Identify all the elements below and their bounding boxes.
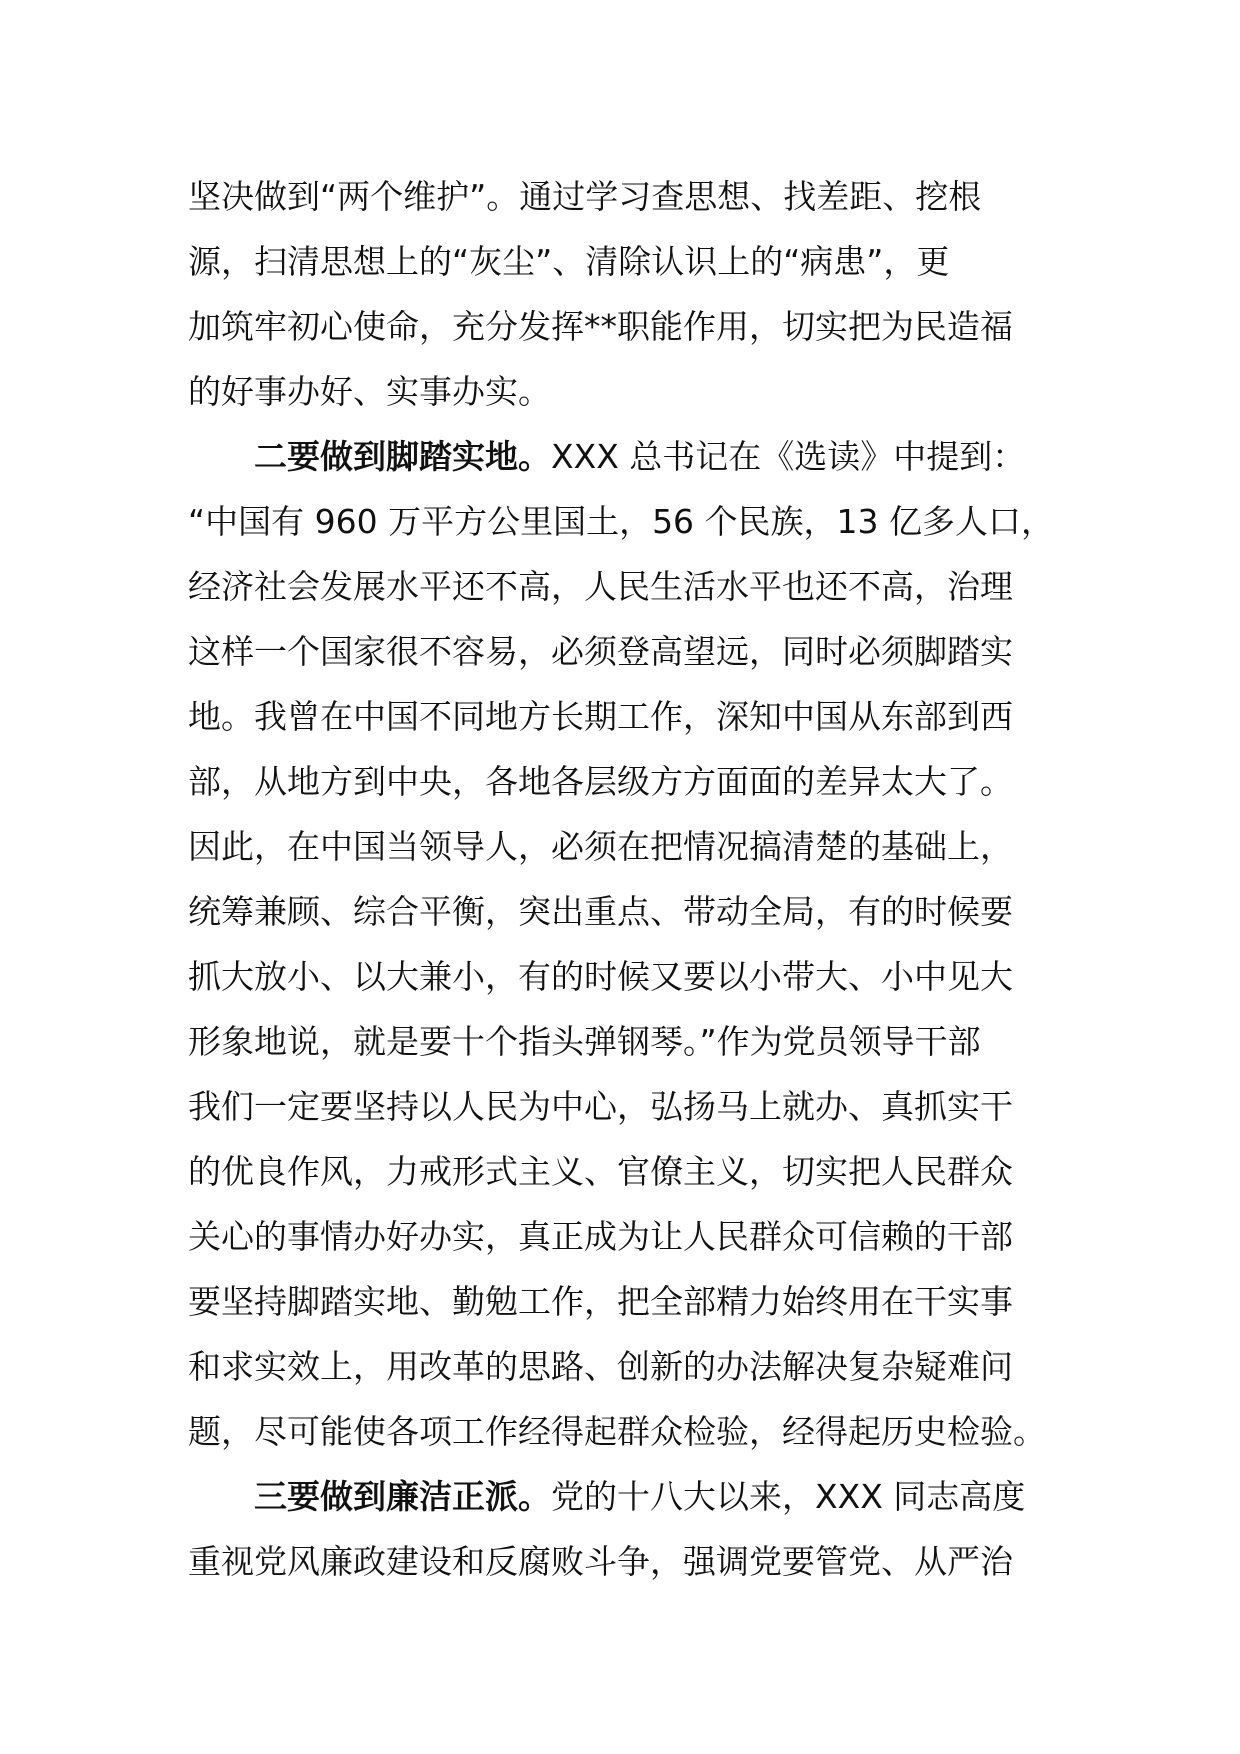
text-line: 加筑牢初心使命，充分发挥**职能作用，切实把为民造福 — [188, 307, 1013, 346]
text-line: 源，扫清思想上的“灰尘”、清除认识上的“病患”，更 — [188, 242, 950, 281]
text-line: 和求实效上，用改革的思路、创新的办法解决复杂疑难问 — [188, 1347, 1013, 1386]
document-body — [188, 164, 1088, 1594]
text-line: 坚决做到“两个维护”。通过学习查思想、找差距、挖根 — [188, 177, 982, 216]
text-line: 的好事办好、实事办实。 — [188, 372, 551, 411]
paragraph-heading-line — [188, 1464, 1088, 1529]
text-line: 抓大放小、以大兼小，有的时候又要以小带大、小中见大 — [188, 957, 1013, 996]
paragraph-lead: 三要做到廉洁正派。 — [254, 1477, 551, 1516]
text-line: 经济社会发展水平还不高，人民生活水平也还不高，治理 — [188, 567, 1013, 606]
paragraph-lead: 二要做到脚踏实地。 — [254, 437, 551, 476]
text-line-rest: XXX 总书记在《选读》中提到： — [551, 437, 1026, 476]
text-line-rest: 党的十八大以来，XXX 同志高度 — [551, 1477, 1026, 1516]
text-line: 的优良作风，力戒形式主义、官僚主义，切实把人民群众 — [188, 1152, 1013, 1191]
text-line: 形象地说，就是要十个指头弹钢琴。”作为党员领导干部 — [188, 1022, 981, 1061]
text-line: 因此，在中国当领导人，必须在把情况搞清楚的基础上， — [188, 827, 1013, 866]
text-line: “中国有 960 万平方公里国土，56 个民族，13 亿多人口， — [188, 502, 1055, 541]
paragraph-heading-line — [188, 424, 1088, 489]
text-line: 要坚持脚踏实地、勤勉工作，把全部精力始终用在干实事 — [188, 1282, 1013, 1321]
text-line: 统筹兼顾、综合平衡，突出重点、带动全局，有的时候要 — [188, 892, 1013, 931]
text-line: 部，从地方到中央，各地各层级方方面面的差异太大了。 — [188, 762, 1013, 801]
text-line: 题，尽可能使各项工作经得起群众检验，经得起历史检验。 — [188, 1412, 1046, 1451]
text-line: 重视党风廉政建设和反腐败斗争，强调党要管党、从严治 — [188, 1542, 1013, 1581]
text-line: 关心的事情办好办实，真正成为让人民群众可信赖的干部 — [188, 1217, 1013, 1256]
text-line: 这样一个国家很不容易，必须登高望远，同时必须脚踏实 — [188, 632, 1013, 671]
text-line: 地。我曾在中国不同地方长期工作，深知中国从东部到西 — [188, 697, 1013, 736]
text-line: 我们一定要坚持以人民为中心，弘扬马上就办、真抓实干 — [188, 1087, 1013, 1126]
